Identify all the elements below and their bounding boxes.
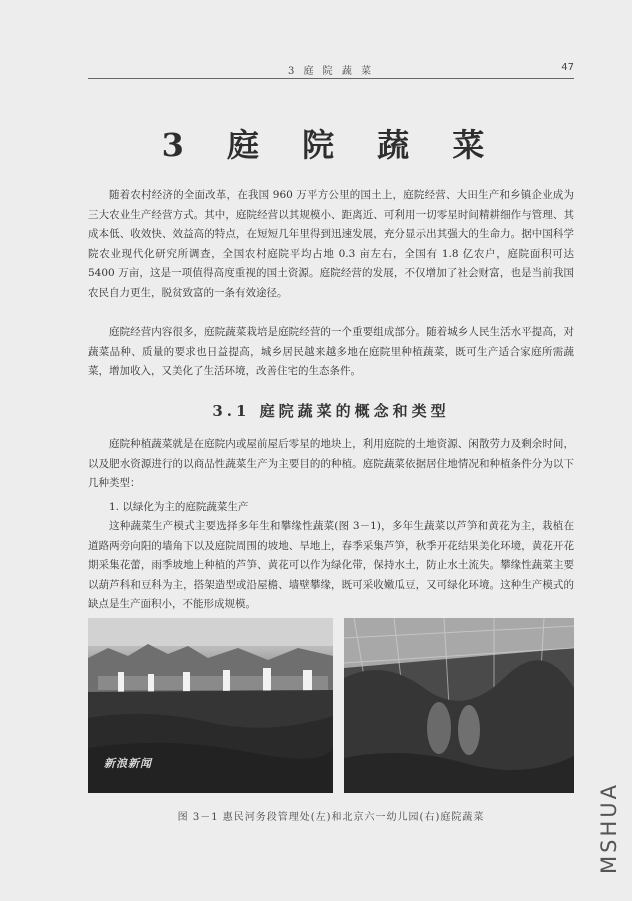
chapter-title: 3 庭 院 蔬 菜 (161, 126, 501, 164)
photo-watermark: 新浪新闻 (104, 757, 152, 770)
side-logo: MSHUA (597, 782, 621, 874)
list-paragraph: 这种蔬菜生产模式主要选择多年生和攀缘性蔬菜(图 3－1)，多年生蔬菜以芦笋和黄花为主，栽植在道路两旁向阳的墙角下以及庭院周围的坡地、旱地上，春季采集芦笋，秋季开花结果美化环境，黄花开花期采集花蕾，雨季坡地上种植的芦笋、黄花可以作为绿化带，保持水土，防止水土流失。攀缘性蔬菜主要以葫芦科和豆科为主，搭架造型或沿屋檐、墙壁攀缘，既可采收嫩瓜豆，又可绿化环境。这种生产模式的缺点是生产面积小，不能形成规模。 (88, 520, 574, 611)
running-title: 3 庭 院 蔬 菜 (287, 66, 375, 77)
page-number: 47 (561, 62, 574, 73)
figure-caption: 图 3－1 惠民河务段管理处(左)和北京六一幼儿园(右)庭院蔬菜 (177, 812, 485, 823)
list-heading: 1. 以绿化为主的庭院蔬菜生产 (109, 501, 249, 513)
section-paragraph: 庭院种植蔬菜就是在庭院内或屋前屋后零星的地块上，利用庭院的土地资源、闲散劳力及剩余时间，以及肥水资源进行的以商品性蔬菜生产为主要目的的种植。庭院蔬菜依据居住地情况和种植条件分为以下几种类型： (88, 438, 574, 490)
figure-photo-right (344, 618, 574, 793)
intro-paragraph-2: 庭院经营内容很多，庭院蔬菜栽培是庭院经营的一个重要组成部分。随着城乡人民生活水平提高，对蔬菜品种、质量的要求也日益提高，城乡居民越来越多地在庭院里种植蔬菜，既可生产适合家庭所需蔬菜，增加收入，又美化了生活环境，改善住宅的生态条件。 (88, 326, 574, 378)
figure-photo-left (88, 618, 333, 793)
intro-paragraph-1: 随着农村经济的全面改革，在我国 960 万平方公里的国土上，庭院经营、大田生产和乡镇企业成为三大农业生产经营方式。其中，庭院经营以其规模小、距离近、可利用一切零星时间精耕细作与管理、其成本低、收效快、效益高的特点，在短短几年里得到迅速发展，充分显示出其强大的生命力。据中国科学院农业现代化研究所调查，全国农村庭院平均占地 0.3 亩左右，全国有 1.8 亿农户，庭院面积可达 5400 万亩，这是一项值得高度重视的国土资源。庭院经营的发展，不仅增加了社会财富，也是当前我国农民自力更生，脱贫致富的一条有效途径。 (88, 189, 574, 299)
garden-photo-right-image (344, 618, 574, 793)
section-title: 3.1 庭院蔬菜的概念和类型 (212, 402, 450, 420)
running-head (88, 62, 574, 79)
